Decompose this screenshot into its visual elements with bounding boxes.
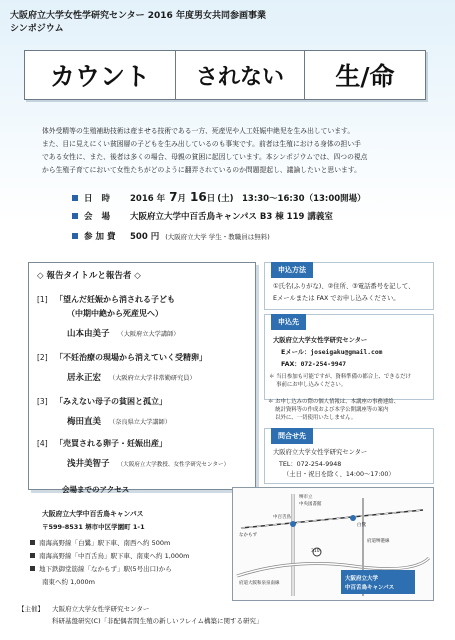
intro-line: 体外受精等の生殖補助技術は産ませる技術である一方、死産児や人工妊娠中絶児を生み出しています。 — [42, 127, 355, 135]
map-label: 白鷺 — [357, 523, 366, 528]
host-name: 大阪府立大学女性学研究センター — [52, 605, 150, 613]
route-item: 南海高野線「中百舌鳥」駅下車、南東へ約 1,000m — [30, 551, 190, 560]
map-label: 中百舌鳥 — [273, 515, 291, 520]
venue-row — [72, 210, 333, 222]
contact-tel: TEL：072-254-9948 — [279, 461, 342, 468]
map-label: 堺市立 — [299, 495, 313, 500]
map-station-marker — [290, 521, 296, 527]
reports-heading: ◇ 報告タイトルと報告者 ◇ — [37, 271, 141, 281]
contact-tag: 問合せ先 — [271, 428, 313, 444]
report-title: 「売買される卵子・妊娠出産」 — [55, 439, 167, 448]
bullet-square-icon — [30, 553, 35, 558]
apply-line: Eメールまたは FAX でお申し込みください。 — [273, 295, 400, 302]
report-title: 「不妊治療の現場から消えていく受精卵」 — [55, 353, 207, 362]
speaker-name: 山本由美子 — [67, 329, 110, 339]
contact-org: 大阪府立大学女性学研究センター — [273, 449, 368, 456]
email-line — [281, 347, 382, 358]
apply-note: ＊ お申し込みの際の個人情報は、本講座の事務連絡、 — [268, 399, 400, 405]
fax-label: FAX： — [281, 361, 301, 368]
venue-value: 大阪府立大学中百舌鳥キャンパス B3 棟 119 講義室 — [130, 212, 333, 222]
date-day: 16 — [190, 190, 207, 204]
campus-name: 大阪府立大学中百舌鳥キャンパス — [42, 510, 144, 518]
apply-note: 統計資料等の作成および本学公開講座等の案内 — [268, 407, 389, 413]
fax-number: 072-254-9947 — [300, 361, 347, 368]
report-number: [4] — [37, 439, 48, 448]
speaker-name: 梅田直美 — [67, 417, 102, 427]
header-band — [0, 0, 455, 222]
fee-row — [72, 230, 270, 242]
map-label: 府道大阪和泉泉南線 — [239, 581, 280, 586]
report-speaker — [67, 415, 171, 427]
map-campus-label-2: 中百舌鳥キャンパス — [345, 585, 395, 591]
map-label: 府道堺港線 — [367, 539, 390, 544]
date-month: 7 — [169, 190, 178, 204]
report-number: [2] — [37, 353, 48, 362]
apply-org: 大阪府立大学女性学研究センター — [273, 337, 368, 344]
report-subtitle: （中期中絶から死産児へ） — [67, 309, 163, 318]
speaker-name: 居永正宏 — [67, 373, 102, 383]
speaker-affiliation: （大阪府立大学講師） — [117, 331, 180, 338]
map-campus-label: 大阪府立大学 — [345, 576, 379, 582]
map-route-number: 310 — [311, 549, 320, 554]
route-item: 地下鉄御堂筋線「なかもず」駅(5号出口)から — [30, 564, 172, 573]
apply-to-tag: 申込先 — [271, 314, 306, 330]
route-item-cont: 南東へ約 1,000m — [42, 578, 96, 586]
email-address[interactable]: joseigaku@gmail.com — [310, 349, 383, 356]
reports-box — [28, 262, 256, 490]
speaker-name: 浅井美智子 — [67, 459, 110, 469]
intro-line: から生殖子育てにおいて女性たちがどのように翻弄されているのか問題提起し、議論したいと思います。 — [42, 166, 361, 174]
access-map — [232, 487, 434, 601]
apply-method-tag: 申込方法 — [271, 262, 313, 278]
campus-address: 〒599-8531 堺市中区学園町 1-1 — [42, 523, 145, 531]
report-speaker — [67, 327, 179, 339]
fax-line — [281, 359, 346, 370]
map-label: 中央図書館 — [299, 502, 322, 507]
report-number: [3] — [37, 397, 48, 406]
title-part-3: 生/命 — [304, 50, 426, 100]
contact-hours: （土日・祝日を除く、14:00～17:00） — [283, 471, 395, 478]
apply-note: 事前にお申し込みください。 — [269, 382, 347, 388]
bullet-square-icon — [72, 233, 78, 239]
apply-note: 以外に、一切使用いたしません。 — [268, 415, 357, 421]
host-line — [18, 604, 149, 613]
speaker-affiliation: （奈良県立大学講師） — [109, 419, 171, 426]
map-station-marker — [350, 515, 356, 521]
date-time: (土) 13:30～16:30（13:00開場） — [217, 194, 366, 204]
intro-text — [42, 125, 417, 177]
speaker-affiliation: （大阪府立大学教授、女性学研究センター） — [117, 462, 230, 468]
map-rail-dash — [241, 510, 423, 528]
date-row — [72, 190, 366, 204]
main-title — [24, 50, 425, 102]
bullet-square-icon — [72, 195, 78, 201]
date-day-unit: 日 — [206, 194, 216, 204]
apply-to-box — [264, 314, 434, 400]
fee-value: 500 円 — [130, 232, 160, 242]
intro-line: である女性に、また、後者は多くの場合、母親の貧困に起因しています。本シンポジウムでは、四つの視点 — [42, 153, 368, 161]
email-label: Eメール： — [281, 349, 311, 356]
contact-box — [264, 428, 434, 484]
route-item: 南海高野線「白鷺」駅下車、南西へ約 500m — [30, 538, 170, 547]
intro-line: また、目に見えにくい貧困層の子どもを生み出しているのも事実です。前者は生殖における身体の担い手 — [42, 140, 361, 148]
date-month-unit: 月 — [177, 194, 186, 204]
venue-label: 会 場 — [84, 212, 113, 222]
speaker-affiliation: （大阪府立大学非常勤研究員） — [109, 375, 196, 382]
bullet-square-icon — [30, 540, 35, 545]
fee-label: 参加費 — [84, 232, 119, 242]
report-speaker — [67, 457, 229, 469]
report-title: 「望んだ妊娠から消される子ども — [55, 295, 175, 304]
bullet-square-icon — [72, 213, 78, 219]
grant-line: 科研基盤研究(C)「非配偶者間生殖の新しいフレイム構築に関する研究」 — [52, 617, 263, 625]
host-label: 【主催】 — [18, 605, 44, 613]
report-speaker — [67, 371, 196, 383]
date-label: 日 時 — [84, 194, 113, 204]
access-heading: 会場までのアクセス — [62, 485, 130, 494]
title-part-1: カウント — [24, 50, 176, 100]
apply-method-box — [264, 262, 434, 310]
apply-notes — [269, 373, 411, 389]
map-label: なかもず — [239, 533, 257, 538]
bullet-square-icon — [30, 566, 35, 571]
report-title: 「みえない母子の貧困と孤立」 — [55, 397, 167, 406]
organizer-line: 大阪府立大学女性学研究センター 2016 年度男女共同参画事業 — [10, 11, 266, 21]
event-type: シンポジウム — [10, 24, 64, 34]
apply-line: ①氏名(ふりがな)、②住所、③電話番号を記して、 — [273, 283, 415, 290]
title-part-2: されない — [175, 50, 305, 100]
report-number: [1] — [37, 295, 48, 304]
privacy-notes — [268, 398, 399, 422]
date-year: 2016 年 — [130, 194, 166, 204]
fee-note: (大阪府立大学 学生・教職員は無料) — [165, 233, 270, 241]
apply-note: ＊ 当日参加も可能ですが、資料準備の都合上、できるだけ — [269, 374, 411, 380]
